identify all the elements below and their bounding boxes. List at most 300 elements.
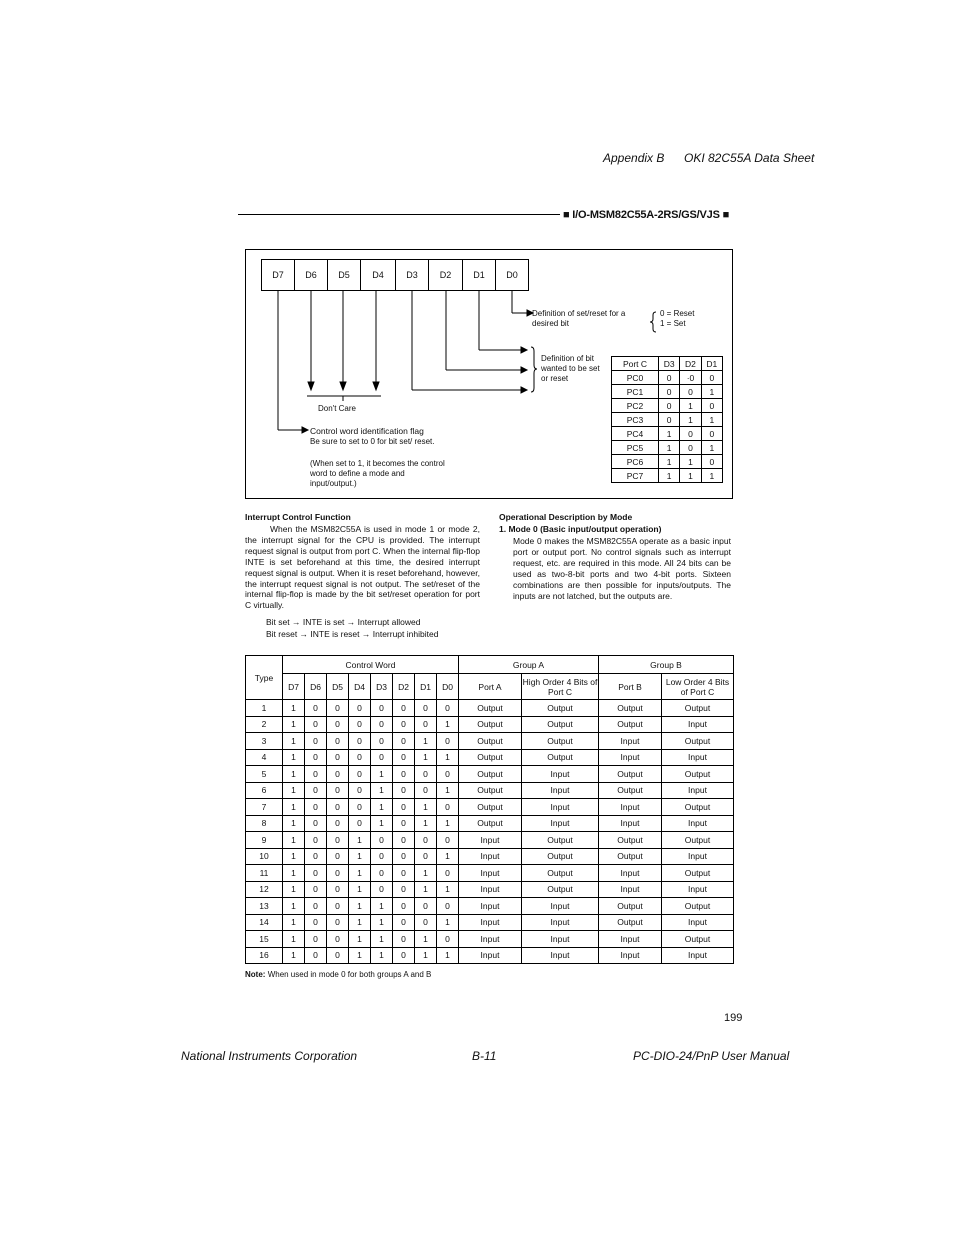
table-cell: 0: [393, 947, 415, 964]
table-row: [246, 782, 734, 799]
setreset-definition: Definition of set/reset for a desired bit: [532, 309, 626, 328]
table-cell: 1: [437, 881, 459, 898]
table-cell: 1: [701, 413, 722, 427]
table-cell: Input: [522, 914, 599, 931]
interrupt-body: When the MSM82C55A is used in mode 1 or mode 2, the interrupt signal for the CPU is provided. The interrupt request signal is output from port C. When the internal flip-flop INTE is set beforehand at this time, the desired interrupt request signal is output. When it is reset beforehand, however, the interrupt request signal is not output. The set/reset of the internal flip-flop is made by the bit set/reset operation for port C virtually.: [245, 524, 480, 611]
control-word-header: Control Word: [283, 656, 459, 674]
reset-value: 0 = Reset: [660, 309, 695, 318]
table-row: [246, 766, 734, 783]
table-cell: 1: [283, 931, 305, 948]
table-cell: 1: [371, 782, 393, 799]
table-row: [246, 947, 734, 964]
table-cell: Input: [599, 881, 662, 898]
table-cell: 0: [659, 385, 680, 399]
table-cell: Input: [599, 931, 662, 948]
table-cell: 1: [283, 865, 305, 882]
mode-subheading: 1. Mode 0 (Basic input/output operation): [499, 524, 662, 534]
table-cell: 1: [349, 848, 371, 865]
table-cell: Output: [662, 700, 734, 717]
table-cell: 1: [415, 733, 437, 750]
bit-header: D3: [371, 674, 393, 700]
table-cell: Input: [459, 898, 522, 915]
table-cell: 0: [701, 427, 722, 441]
table-cell: Input: [522, 782, 599, 799]
group-b-header: Group B: [599, 656, 734, 674]
table-cell: 13: [246, 898, 283, 915]
table-cell: 0: [349, 700, 371, 717]
table-cell: Output: [459, 733, 522, 750]
table-cell: 1: [437, 782, 459, 799]
table-cell: Output: [599, 716, 662, 733]
table-cell: Input: [459, 881, 522, 898]
table-cell: ·0: [680, 371, 701, 385]
table-cell: 0: [371, 865, 393, 882]
table-cell: 0: [415, 716, 437, 733]
table-cell: Input: [459, 914, 522, 931]
table-cell: Output: [662, 931, 734, 948]
table-cell: 1: [659, 455, 680, 469]
table-cell: 0: [349, 716, 371, 733]
table-cell: 0: [305, 881, 327, 898]
table-cell: 0: [305, 848, 327, 865]
table-cell: 0: [371, 848, 393, 865]
table-cell: 1: [415, 881, 437, 898]
table-cell: 0: [701, 455, 722, 469]
table-cell: 0: [349, 749, 371, 766]
bit-header: D2: [393, 674, 415, 700]
table-cell: Output: [459, 716, 522, 733]
mode-body: Mode 0 makes the MSM82C55A operate as a basic input port or output port. No control signals such as interrupt request, etc. are required in this mode. All 24 bits can be used as two-8-bit ports and two 4-bit ports. Sixteen combinations are then possible for inputs/outputs. The inputs are not latched, but the outputs are.: [513, 536, 731, 601]
table-cell: 0: [327, 733, 349, 750]
table-cell: 1: [701, 385, 722, 399]
table-cell: 0: [305, 766, 327, 783]
table-cell: Input: [662, 848, 734, 865]
table-cell: 0: [680, 441, 701, 455]
table-cell: 2: [246, 716, 283, 733]
table-cell: Input: [662, 782, 734, 799]
table-cell: 1: [701, 469, 722, 483]
table-cell: 0: [393, 815, 415, 832]
table-cell: 1: [246, 700, 283, 717]
table-cell: Output: [522, 848, 599, 865]
table-cell: Input: [662, 881, 734, 898]
table-cell: 1: [283, 716, 305, 733]
table-cell: Output: [599, 898, 662, 915]
table-cell: 1: [371, 766, 393, 783]
table-cell: 0: [327, 716, 349, 733]
table-cell: 1: [283, 766, 305, 783]
table-row: [246, 881, 734, 898]
table-cell: 0: [680, 385, 701, 399]
table-cell: Input: [662, 914, 734, 931]
table-cell: 0: [393, 881, 415, 898]
table-cell: 0: [327, 914, 349, 931]
table-row: [612, 371, 723, 385]
table-row: [246, 700, 734, 717]
table-cell: Input: [522, 898, 599, 915]
table-cell: 0: [415, 832, 437, 849]
table-cell: 0: [327, 931, 349, 948]
table-cell: Output: [522, 749, 599, 766]
group-a-header: Group A: [459, 656, 599, 674]
table-cell: PC4: [612, 427, 659, 441]
table-cell: 1: [437, 749, 459, 766]
table-cell: 0: [437, 898, 459, 915]
table-cell: 0: [327, 848, 349, 865]
page-number: 199: [724, 1012, 743, 1024]
table-cell: Output: [599, 766, 662, 783]
table-cell: 0: [415, 766, 437, 783]
table-row: [612, 413, 723, 427]
table-cell: Input: [662, 815, 734, 832]
bit-label: D3: [406, 270, 418, 280]
table-cell: PC0: [612, 371, 659, 385]
table-cell: 0: [305, 815, 327, 832]
table-cell: 0: [371, 749, 393, 766]
table-cell: 0: [437, 733, 459, 750]
table-cell: Input: [522, 931, 599, 948]
table-cell: Input: [522, 947, 599, 964]
table-cell: 1: [680, 455, 701, 469]
table-cell: 0: [393, 716, 415, 733]
table-cell: 0: [659, 371, 680, 385]
flag-note-2: (When set to 1, it becomes the control word to define a mode and input/output.): [310, 459, 445, 488]
table-cell: Input: [522, 766, 599, 783]
table-cell: 0: [327, 782, 349, 799]
table-header: D1: [701, 357, 722, 371]
table-header: D2: [680, 357, 701, 371]
table-cell: 0: [327, 766, 349, 783]
table-cell: PC6: [612, 455, 659, 469]
table-cell: 1: [415, 947, 437, 964]
table-cell: 0: [393, 766, 415, 783]
table-cell: 0: [349, 782, 371, 799]
table-cell: 10: [246, 848, 283, 865]
table-cell: 3: [246, 733, 283, 750]
table-cell: 1: [659, 441, 680, 455]
table-cell: 0: [349, 799, 371, 816]
table-cell: 0: [393, 848, 415, 865]
table-cell: 1: [659, 427, 680, 441]
table-cell: 7: [246, 799, 283, 816]
table-header-row: [612, 357, 723, 371]
table-cell: 0: [349, 733, 371, 750]
table-cell: 0: [437, 931, 459, 948]
table-row: [612, 427, 723, 441]
table-cell: Output: [599, 914, 662, 931]
bit-header: D1: [415, 674, 437, 700]
bit-label: D1: [473, 270, 485, 280]
table-cell: 9: [246, 832, 283, 849]
table-cell: Input: [522, 799, 599, 816]
table-cell: Input: [459, 848, 522, 865]
table-cell: 0: [437, 700, 459, 717]
table-row: [612, 441, 723, 455]
table-cell: 0: [393, 749, 415, 766]
table-cell: 0: [327, 832, 349, 849]
table-cell: Output: [662, 832, 734, 849]
table-cell: 0: [437, 799, 459, 816]
table-cell: 0: [393, 700, 415, 717]
table-row: [612, 385, 723, 399]
table-row: [246, 716, 734, 733]
bit-label: D6: [305, 270, 317, 280]
table-cell: 1: [680, 399, 701, 413]
table-cell: Output: [599, 848, 662, 865]
appendix-label: Appendix B: [603, 151, 665, 165]
table-cell: 1: [349, 898, 371, 915]
mode0-table: [245, 655, 734, 964]
interrupt-heading: Interrupt Control Function: [245, 512, 351, 522]
table-cell: 0: [437, 832, 459, 849]
table-cell: Input: [522, 815, 599, 832]
high-order-header: High Order 4 Bits of Port C: [522, 674, 599, 700]
table-cell: 1: [437, 848, 459, 865]
table-cell: 0: [659, 413, 680, 427]
table-cell: Output: [522, 865, 599, 882]
table-cell: 0: [305, 947, 327, 964]
table-cell: 1: [283, 947, 305, 964]
low-order-header: Low Order 4 Bits of Port C: [662, 674, 734, 700]
table-cell: 1: [371, 898, 393, 915]
table-cell: 1: [371, 931, 393, 948]
table-row: [246, 832, 734, 849]
table-cell: 0: [349, 815, 371, 832]
table-cell: 1: [349, 832, 371, 849]
table-row: [612, 455, 723, 469]
set-value: 1 = Set: [660, 319, 686, 328]
table-cell: 1: [437, 947, 459, 964]
table-cell: 1: [680, 469, 701, 483]
table-cell: PC7: [612, 469, 659, 483]
table-row: [612, 469, 723, 483]
table-cell: 0: [437, 766, 459, 783]
table-cell: 1: [283, 782, 305, 799]
table-row: [612, 399, 723, 413]
table-row: [246, 815, 734, 832]
table-cell: 1: [349, 914, 371, 931]
port-c-table: [611, 356, 723, 483]
table-cell: 1: [415, 749, 437, 766]
flag-title: Control word identification flag: [310, 426, 424, 436]
bit-header: D0: [437, 674, 459, 700]
table-cell: Input: [662, 947, 734, 964]
table-cell: 1: [349, 931, 371, 948]
table-cell: 1: [283, 898, 305, 915]
table-cell: 0: [393, 931, 415, 948]
note-text: When used in mode 0 for both groups A and B: [267, 970, 432, 979]
table-cell: 0: [305, 914, 327, 931]
table-cell: 1: [283, 832, 305, 849]
table-cell: 1: [283, 799, 305, 816]
type-header: Type: [246, 656, 283, 700]
table-cell: 0: [305, 716, 327, 733]
table-cell: 1: [415, 799, 437, 816]
table-cell: 11: [246, 865, 283, 882]
footer-left: National Instruments Corporation: [181, 1049, 358, 1063]
table-cell: 0: [305, 700, 327, 717]
table-cell: Output: [599, 832, 662, 849]
table-cell: 1: [701, 441, 722, 455]
table-cell: Input: [599, 733, 662, 750]
table-cell: 1: [349, 881, 371, 898]
table-cell: 0: [327, 947, 349, 964]
table-cell: Output: [599, 782, 662, 799]
table-cell: 0: [305, 898, 327, 915]
table-row: [246, 749, 734, 766]
table-cell: Output: [662, 898, 734, 915]
table-cell: 0: [305, 832, 327, 849]
table-note: [245, 970, 431, 979]
table-cell: 0: [393, 782, 415, 799]
table-cell: 0: [415, 782, 437, 799]
table-cell: PC3: [612, 413, 659, 427]
bit-label: D7: [272, 270, 284, 280]
table-cell: 1: [283, 848, 305, 865]
table-cell: 0: [701, 399, 722, 413]
table-cell: 0: [415, 914, 437, 931]
table-cell: 0: [327, 865, 349, 882]
table-cell: 1: [283, 815, 305, 832]
table-cell: 1: [349, 947, 371, 964]
table-cell: 0: [327, 898, 349, 915]
footer-right: PC-DIO-24/PnP User Manual: [633, 1049, 790, 1063]
table-cell: 0: [349, 766, 371, 783]
table-cell: Input: [662, 716, 734, 733]
table-cell: 0: [393, 832, 415, 849]
table-cell: 1: [371, 815, 393, 832]
table-cell: PC1: [612, 385, 659, 399]
table-cell: 0: [415, 848, 437, 865]
table-cell: 0: [393, 898, 415, 915]
table-cell: 0: [305, 782, 327, 799]
bit-label: D4: [372, 270, 384, 280]
table-cell: 0: [393, 914, 415, 931]
table-cell: 0: [305, 931, 327, 948]
table-cell: Output: [459, 700, 522, 717]
table-cell: Output: [662, 865, 734, 882]
table-row: [246, 848, 734, 865]
table-cell: Input: [599, 799, 662, 816]
bit-header: D6: [305, 674, 327, 700]
table-cell: 1: [415, 865, 437, 882]
table-cell: 0: [327, 881, 349, 898]
table-cell: Output: [662, 733, 734, 750]
table-cell: 0: [327, 700, 349, 717]
datasheet-label: OKI 82C55A Data Sheet: [684, 151, 815, 165]
table-cell: Output: [459, 749, 522, 766]
bit-label: D2: [439, 270, 452, 280]
table-cell: 1: [415, 815, 437, 832]
bit-label: D5: [338, 270, 350, 280]
dont-care-label: Don't Care: [318, 404, 356, 413]
table-cell: 0: [701, 371, 722, 385]
table-cell: 0: [415, 700, 437, 717]
table-row: [246, 733, 734, 750]
bit-reset-line: Bit reset → INTE is reset → Interrupt inhibited: [266, 629, 439, 639]
table-cell: Output: [522, 700, 599, 717]
table-cell: 0: [305, 799, 327, 816]
bit-header: D4: [349, 674, 371, 700]
table-cell: 5: [246, 766, 283, 783]
table-cell: 0: [371, 700, 393, 717]
table-cell: 1: [371, 799, 393, 816]
table-cell: Output: [459, 799, 522, 816]
table-cell: 12: [246, 881, 283, 898]
table-cell: 1: [437, 914, 459, 931]
table-cell: Input: [599, 947, 662, 964]
table-cell: 0: [327, 799, 349, 816]
table-cell: Input: [599, 749, 662, 766]
port-a-header: Port A: [459, 674, 522, 700]
table-cell: Output: [662, 799, 734, 816]
table-cell: 1: [283, 749, 305, 766]
table-cell: 1: [283, 700, 305, 717]
bit-definition: Definition of bit wanted to be set or reset: [541, 354, 600, 383]
table-cell: Input: [459, 865, 522, 882]
table-cell: PC2: [612, 399, 659, 413]
table-cell: Input: [459, 947, 522, 964]
table-cell: 1: [437, 716, 459, 733]
table-cell: 14: [246, 914, 283, 931]
table-cell: 1: [371, 914, 393, 931]
table-cell: PC5: [612, 441, 659, 455]
table-body: [246, 700, 734, 964]
title-rule: [238, 214, 560, 215]
table-cell: 15: [246, 931, 283, 948]
table-header-row: [246, 674, 734, 700]
table-cell: Input: [599, 815, 662, 832]
table-cell: 1: [349, 865, 371, 882]
table-cell: Output: [459, 815, 522, 832]
table-cell: Output: [459, 766, 522, 783]
bit-header: D5: [327, 674, 349, 700]
table-cell: Output: [522, 733, 599, 750]
table-cell: Output: [662, 766, 734, 783]
table-cell: Input: [599, 865, 662, 882]
table-cell: 1: [415, 931, 437, 948]
table-cell: 1: [283, 881, 305, 898]
table-cell: 0: [393, 865, 415, 882]
table-cell: 1: [283, 914, 305, 931]
table-cell: 4: [246, 749, 283, 766]
table-cell: 0: [327, 815, 349, 832]
table-cell: 1: [659, 469, 680, 483]
table-cell: Input: [662, 749, 734, 766]
mode-heading: Operational Description by Mode: [499, 512, 633, 522]
table-cell: 6: [246, 782, 283, 799]
table-cell: 0: [305, 749, 327, 766]
table-cell: 1: [283, 733, 305, 750]
table-row: [246, 799, 734, 816]
table-cell: 1: [680, 413, 701, 427]
table-cell: 0: [371, 716, 393, 733]
bit-set-line: Bit set → INTE is set → Interrupt allowed: [266, 617, 421, 627]
table-cell: Output: [522, 832, 599, 849]
table-cell: 0: [305, 865, 327, 882]
table-cell: 0: [327, 749, 349, 766]
table-cell: 0: [393, 733, 415, 750]
table-cell: 8: [246, 815, 283, 832]
table-row: [246, 914, 734, 931]
flag-note-1: Be sure to set to 0 for bit set/ reset.: [310, 437, 435, 446]
table-cell: Output: [459, 782, 522, 799]
table-cell: Output: [522, 716, 599, 733]
table-row: [246, 865, 734, 882]
table-cell: 0: [371, 733, 393, 750]
table-row: [246, 898, 734, 915]
table-cell: Output: [599, 700, 662, 717]
